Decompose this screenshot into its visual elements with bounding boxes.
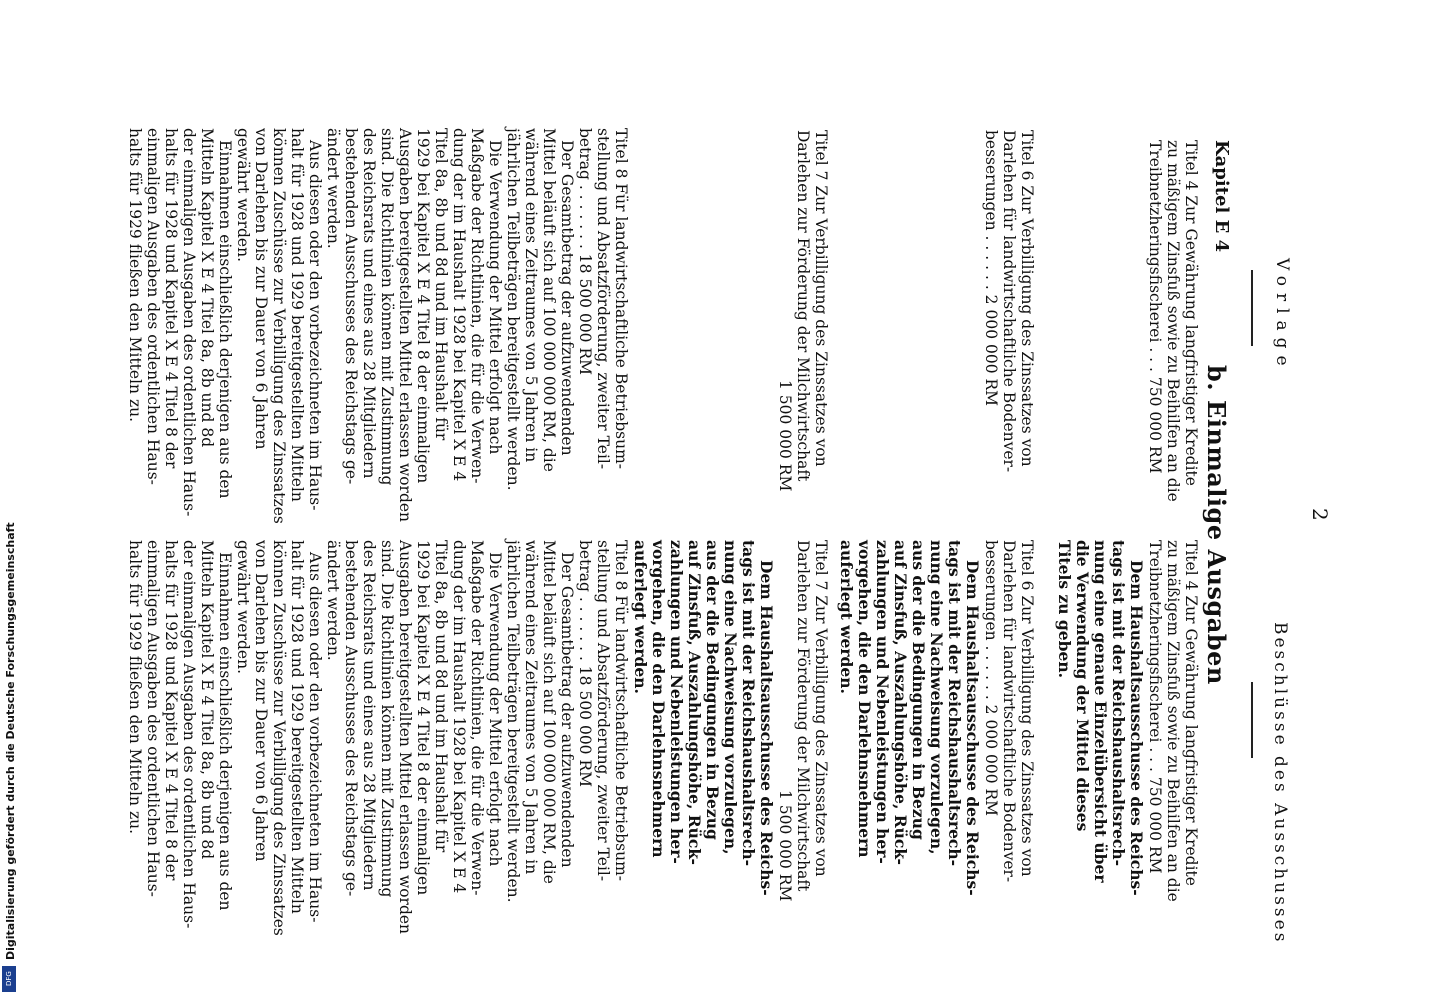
dfg-logo: DFG: [2, 966, 16, 992]
text-line: jährlichen Teilbeträgen bereitgestellt werden.: [504, 128, 522, 491]
text-line: können Zuschüsse zur Verbilligung des Zinssatzes: [270, 128, 288, 524]
text-line: dung der im Haushalt 1928 bei Kapitel X E 4: [450, 540, 468, 894]
text-line: auferlegt werden.: [631, 540, 650, 694]
text-line: Einnahmen einschließlich derjenigen aus den: [216, 140, 234, 499]
text-line: bestehenden Ausschusses des Reichstags ge-: [342, 128, 360, 485]
text-line: Der Gesamtbetrag der aufzuwendenden: [558, 140, 576, 456]
text-line: gewährt werden.: [234, 540, 252, 675]
text-line: 1 500 000 RM: [776, 380, 794, 492]
text-line: sind. Die Richtlinien können mit Zustimmung: [378, 540, 396, 898]
text-line: der einmaligen Ausgaben des ordentlichen Haus-: [180, 540, 198, 929]
text-line: Titel 8 Für landwirtschaftliche Betriebsum-: [612, 540, 630, 882]
text-line: Titel 8a, 8b und 8d und im Haushalt für: [432, 540, 450, 853]
text-line: halt für 1928 und 1929 bereitgestellten Mitteln: [288, 540, 306, 914]
text-line: Titel 4 Zur Gewährung langfristiger Kredite: [1182, 140, 1200, 486]
text-line: des Reichsrats und eines aus 28 Mitgliedern: [360, 128, 378, 479]
text-line: nung eine Nachweisung vorzulegen,: [721, 540, 740, 855]
text-line: können Zuschüsse zur Verbilligung des Zinssatzes: [270, 540, 288, 936]
header-rule-left: [1251, 270, 1253, 346]
dfg-credit: Digitalisierung gefördert durch die Deutsche Forschungsgemeinschaft: [4, 522, 17, 960]
text-line: auf Zinsfuß, Auszahlungshöhe, Rück-: [685, 540, 704, 865]
section-title: b. Einmalige Ausgaben: [1202, 365, 1231, 685]
text-line: Dem Haushaltsausschusse des Reichs-: [963, 560, 982, 896]
text-line: Mittel beläuft sich auf 100 000 000 RM, die: [540, 540, 558, 884]
text-line: aus der die Bedingungen in Bezug: [909, 540, 928, 840]
text-line: ändert werden.: [324, 128, 342, 249]
text-line: von Darlehen bis zur Dauer von 6 Jahren: [252, 540, 270, 862]
text-line: Treibnetzheringsfischerei . . . 750 000 RM: [1146, 140, 1164, 474]
text-line: Titel 8 Für landwirtschaftliche Betriebsum-: [612, 128, 630, 470]
text-line: Ausgaben bereitgestellten Mittel erlassen worden: [396, 540, 414, 935]
text-line: Mittel beläuft sich auf 100 000 000 RM, die: [540, 128, 558, 472]
text-line: Die Verwendung der Mittel erfolgt nach: [486, 140, 504, 455]
text-line: aus der die Bedingungen in Bezug: [703, 540, 722, 840]
text-line: zu mäßigem Zinsfuß sowie zu Beihilfen an die: [1164, 140, 1182, 502]
text-line: halts für 1929 fließen den Mitteln zu.: [126, 540, 144, 835]
text-line: zu mäßigem Zinsfuß sowie zu Beihilfen an die: [1164, 540, 1182, 902]
text-line: bestehenden Ausschusses des Reichstags ge-: [342, 540, 360, 897]
text-line: zahlungen und Nebenleistungen her-: [873, 540, 892, 864]
text-line: während eines Zeitraumes von 5 Jahren in: [522, 540, 540, 875]
page-number: 2: [1308, 508, 1332, 521]
text-line: Maßgabe der Richtlinien, die für die Verwen-: [468, 128, 486, 484]
text-line: zahlungen und Nebenleistungen her-: [667, 540, 686, 864]
text-line: einmaligen Ausgaben des ordentlichen Haus-: [144, 540, 162, 897]
text-line: von Darlehen bis zur Dauer von 6 Jahren: [252, 128, 270, 450]
text-line: jährlichen Teilbeträgen bereitgestellt werden.: [504, 540, 522, 903]
text-line: Titel 4 Zur Gewährung langfristiger Kredite: [1182, 540, 1200, 886]
text-line: 1929 bei Kapitel X E 4 Titel 8 der einmaligen: [414, 540, 432, 896]
text-line: nung eine genaue Einzelübersicht über: [1091, 540, 1110, 883]
text-line: Die Verwendung der Mittel erfolgt nach: [486, 552, 504, 867]
text-line: auf Zinsfuß, Auszahlungshöhe, Rück-: [891, 540, 910, 865]
text-line: während eines Zeitraumes von 5 Jahren in: [522, 128, 540, 463]
text-line: Aus diesen oder den vorbezeichneten im Haus-: [306, 552, 324, 923]
text-line: Dem Haushaltsausschusse des Reichs-: [757, 560, 776, 896]
text-line: der einmaligen Ausgaben des ordentlichen Haus-: [180, 128, 198, 517]
chapter-heading: Kapitel E 4: [1211, 140, 1232, 253]
text-line: Maßgabe der Richtlinien, die für die Verwen-: [468, 540, 486, 896]
text-line: Darlehen zur Förderung der Milchwirtschaft: [794, 130, 812, 482]
text-line: nung eine Nachweisung vorzulegen,: [927, 540, 946, 855]
text-line: einmaligen Ausgaben des ordentlichen Haus-: [144, 128, 162, 485]
text-line: des Reichsrats und eines aus 28 Mitgliedern: [360, 540, 378, 891]
text-line: Darlehen für landwirtschaftliche Bodenver-: [1000, 130, 1018, 473]
text-line: Titel 6 Zur Verbilligung des Zinssatzes von: [1018, 130, 1036, 467]
text-line: Mitteln Kapitel X E 4 Titel 8a, 8b und 8d: [198, 540, 216, 860]
text-line: betrag . . . . . . . 18 500 000 RM: [576, 128, 594, 376]
header-rule-right: [1251, 682, 1253, 758]
header-vorlage: Vorlage: [1272, 258, 1292, 373]
text-line: auferlegt werden.: [837, 540, 856, 694]
text-line: sind. Die Richtlinien können mit Zustimmung: [378, 128, 396, 486]
text-line: besserungen . . . . . . 2 000 000 RM: [982, 540, 1000, 817]
text-line: Treibnetzheringsfischerei . . . 750 000 RM: [1146, 540, 1164, 874]
text-line: halts für 1928 und Kapitel X E 4 Titel 8 der: [162, 128, 180, 469]
text-line: Darlehen zur Förderung der Milchwirtschaft: [794, 540, 812, 892]
text-line: Titel 6 Zur Verbilligung des Zinssatzes von: [1018, 540, 1036, 877]
text-line: Titel 7 Zur Verbilligung des Zinssatzes von: [812, 130, 830, 467]
text-line: Einnahmen einschließlich derjenigen aus den: [216, 552, 234, 911]
text-line: Titels zu geben.: [1055, 540, 1074, 678]
text-line: Mitteln Kapitel X E 4 Titel 8a, 8b und 8d: [198, 128, 216, 448]
text-line: vorgehen, die den Darlehnsnehmern: [649, 540, 668, 858]
text-line: Ausgaben bereitgestellten Mittel erlassen worden: [396, 128, 414, 523]
text-line: halts für 1928 und Kapitel X E 4 Titel 8 der: [162, 540, 180, 881]
text-line: stellung und Absatzförderung, zweiter Teil-: [594, 540, 612, 882]
text-line: ändert werden.: [324, 540, 342, 661]
text-line: betrag . . . . . . . 18 500 000 RM: [576, 540, 594, 788]
text-line: stellung und Absatzförderung, zweiter Teil-: [594, 128, 612, 470]
text-line: gewährt werden.: [234, 128, 252, 263]
text-line: vorgehen, die den Darlehnsnehmern: [855, 540, 874, 858]
text-line: dung der im Haushalt 1928 bei Kapitel X E 4: [450, 128, 468, 482]
text-line: tags ist mit der Reichshaushaltsrech-: [1109, 540, 1128, 867]
text-line: die Verwendung der Mittel dieses: [1073, 540, 1092, 832]
text-line: halt für 1928 und 1929 bereitgestellten Mitteln: [288, 128, 306, 502]
text-line: besserungen . . . . . . 2 000 000 RM: [982, 130, 1000, 407]
text-line: Aus diesen oder den vorbezeichneten im Haus-: [306, 140, 324, 511]
text-line: 1 500 000 RM: [776, 790, 794, 902]
text-line: tags ist mit der Reichshaushaltsrech-: [739, 540, 758, 867]
text-line: tags ist mit der Reichshaushaltsrech-: [945, 540, 964, 867]
text-line: 1929 bei Kapitel X E 4 Titel 8 der einmaligen: [414, 128, 432, 484]
text-line: Dem Haushaltsausschusse des Reichs-: [1127, 560, 1146, 896]
text-line: Titel 7 Zur Verbilligung des Zinssatzes von: [812, 540, 830, 877]
text-line: Der Gesamtbetrag der aufzuwendenden: [558, 552, 576, 868]
text-line: halts für 1929 fließen den Mitteln zu.: [126, 128, 144, 423]
text-line: Titel 8a, 8b und 8d und im Haushalt für: [432, 128, 450, 441]
text-line: Darlehen für landwirtschaftliche Bodenver-: [1000, 540, 1018, 883]
header-beschluesse: Beschlüsse des Ausschusses: [1270, 622, 1290, 945]
